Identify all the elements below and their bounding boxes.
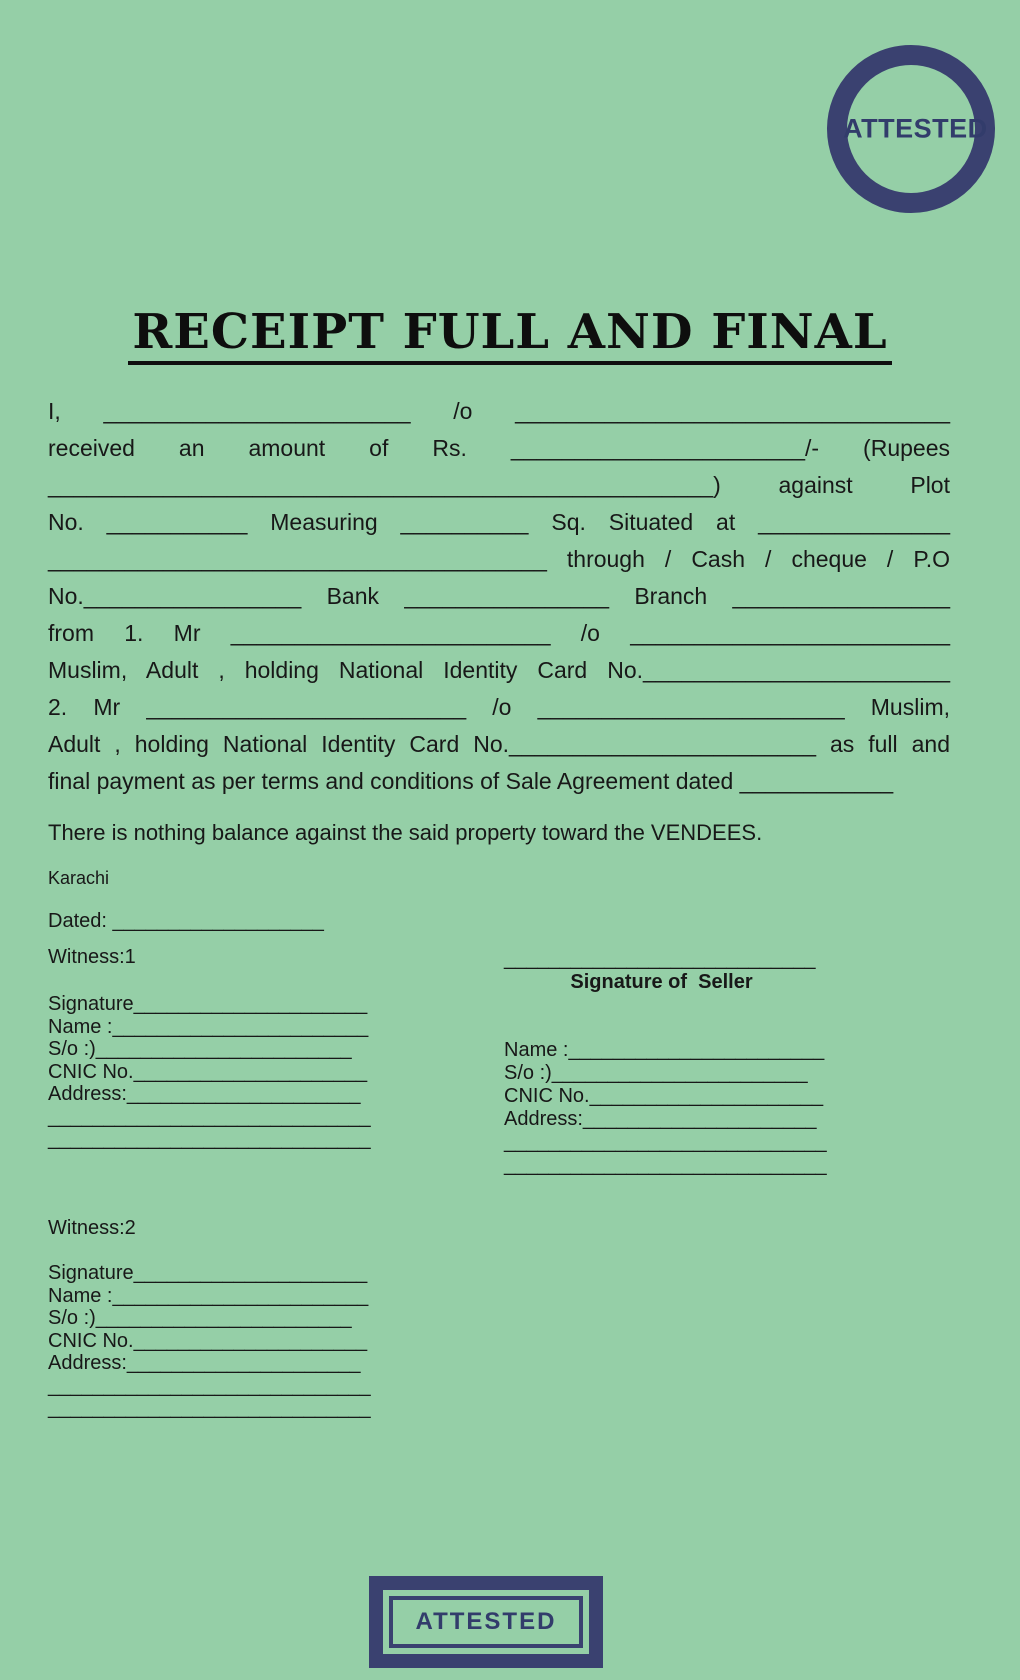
paragraph-line: No. ___________ Measuring __________ Sq. Situated at _______________: [48, 509, 950, 535]
receipt-body-paragraph: [48, 393, 950, 800]
paragraph-line: from 1. Mr _________________________ /o _________________________: [48, 620, 950, 646]
witness2-block: [48, 1262, 378, 1420]
paragraph-line: I, ________________________ /o __________________________________: [48, 398, 950, 424]
witness1-signature-row: Signature_____________________: [48, 993, 368, 1015]
seller-blank-line: _____________________________: [504, 1154, 827, 1176]
witness1-address-row: Address:_____________________: [48, 1083, 361, 1105]
witness1-so-row: S/o :)_______________________: [48, 1038, 352, 1060]
attested-box-stamp-label: ATTESTED: [415, 1608, 557, 1635]
dated-line: Dated: ___________________: [48, 910, 324, 932]
document-title-wrap: [0, 306, 1020, 365]
witness2-address-row: Address:_____________________: [48, 1352, 361, 1374]
seller-cnic-row: CNIC No._____________________: [504, 1085, 824, 1107]
paragraph-line: _______________________________________ through / Cash / cheque / P.O: [48, 546, 950, 572]
witness2-signature-row: Signature_____________________: [48, 1262, 368, 1284]
paragraph-line: Adult , holding National Identity Card No.________________________ as full and: [48, 731, 950, 757]
witness2-so-row: S/o :)_______________________: [48, 1307, 352, 1329]
paragraph-line: Muslim, Adult , holding National Identity Card No.________________________: [48, 657, 950, 683]
witness2-blank-line: _____________________________: [48, 1397, 371, 1419]
witness1-blank-line: _____________________________: [48, 1128, 371, 1150]
paragraph-line: received an amount of Rs. _______________________/- (Rupees: [48, 435, 950, 461]
attested-box-stamp-inner: [389, 1596, 583, 1648]
seller-name-row: Name :_______________________: [504, 1039, 825, 1061]
witness1-blank-line: _____________________________: [48, 1105, 371, 1128]
witness1-heading: Witness:1: [48, 946, 136, 968]
witness2-name-row: Name :_______________________: [48, 1284, 369, 1307]
closing-statement: There is nothing balance against the said property toward the VENDEES.: [48, 820, 763, 845]
witness2-heading: Witness:2: [48, 1217, 136, 1239]
witness1-name-row: Name :_______________________: [48, 1015, 369, 1038]
paragraph-line: final payment as per terms and conditions of Sale Agreement dated ____________: [48, 768, 894, 794]
attested-circle-stamp: [827, 45, 995, 213]
seller-signature-block: [504, 948, 838, 1177]
seller-heading: Signature of Seller: [570, 971, 753, 993]
witness1-block: [48, 993, 378, 1151]
attested-box-stamp: [369, 1576, 603, 1668]
document-title: RECEIPT FULL AND FINAL: [128, 306, 891, 365]
witness2-blank-line: _____________________________: [48, 1374, 371, 1397]
paragraph-line: 2. Mr _________________________ /o ________________________ Muslim,: [48, 694, 950, 720]
attested-circle-stamp-label: ATTESTED: [843, 113, 988, 144]
witness1-cnic-row: CNIC No._____________________: [48, 1060, 368, 1083]
seller-signature-line: ____________________________: [504, 948, 816, 970]
seller-blank-line: _____________________________: [504, 1131, 827, 1153]
seller-so-row: S/o :)_______________________: [504, 1062, 808, 1084]
seller-address-row: Address:_____________________: [504, 1108, 817, 1130]
paragraph-line: ____________________________________________________) against Plot: [48, 472, 950, 498]
city-label: Karachi: [48, 868, 110, 888]
witness2-cnic-row: CNIC No._____________________: [48, 1329, 368, 1352]
paragraph-line: No._________________ Bank ________________ Branch _________________: [48, 583, 950, 609]
